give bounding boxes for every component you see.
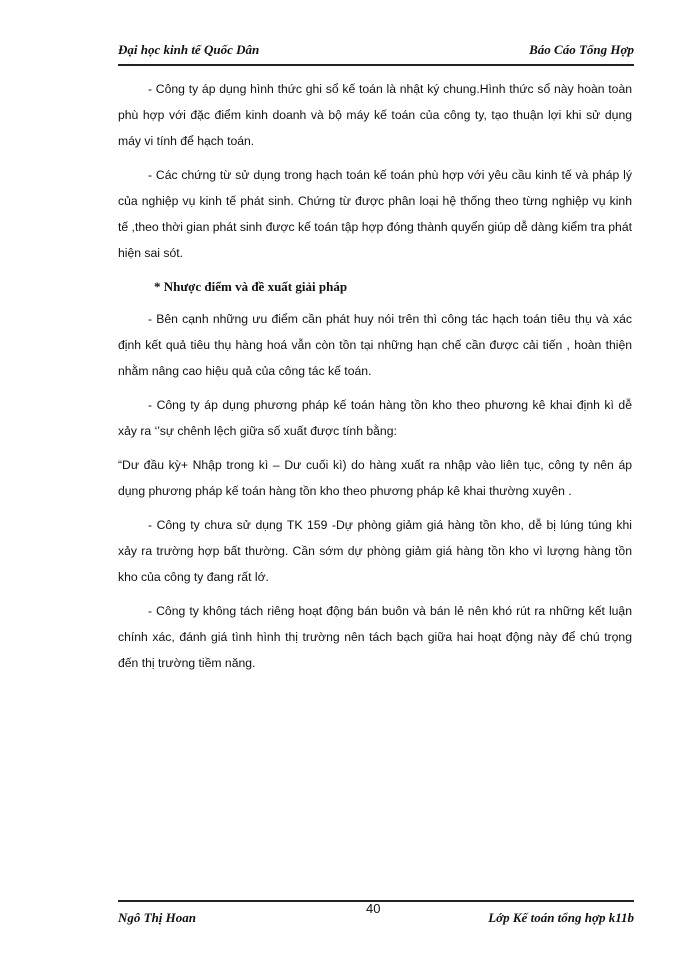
paragraph-wholesale-retail: - Công ty không tách riêng hoạt động bán buôn và bán lẻ nên khó rút ra những kết luận chính xác, đánh giá tình hình thị trường nên tách bạch giữa hai hoạt động này để chú trọng đến thị trường tiềm năng. — [118, 604, 632, 670]
paragraph-vouchers: - Các chứng từ sử dụng trong hạch toán kế toán phù hợp với yêu cầu kinh tế và pháp lý của nghiệp vụ kinh tế phát sinh. Chứng từ được phân loại hệ thống theo từng nghiệp vụ kinh tế ,theo thời gian phát sinh được kế toán tập hợp đóng thành quyển giúp dễ dàng kiểm tra phát hiện sai sót. — [118, 168, 632, 260]
paragraph-accounting-books: - Công ty áp dụng hình thức ghi sổ kế toán là nhật ký chung.Hình thức sổ này hoàn toàn phù hợp với đặc điểm kinh doanh và bộ máy kế toán của công ty, tạo thuận lợi khi sử dụng máy vi tính để hạch toán. — [118, 82, 632, 148]
paragraph-inventory-method: - Công ty áp dụng phương pháp kế toán hàng tồn kho theo phương kê khai định kì dễ xảy ra ‘’sự chênh lệch giữa số xuất được tính bằng: — [118, 398, 632, 438]
page-footer — [118, 900, 634, 932]
footer-class: Lớp Kế toán tổng hợp k11b — [488, 910, 634, 925]
paragraph-inventory-formula: “Dư đầu kỳ+ Nhập trong kì – Dư cuối kì) do hàng xuất ra nhập vào liên tục, công ty nên áp dụng phương pháp kế toán hàng tồn kho theo phương pháp kê khai thường xuyên . — [118, 458, 632, 498]
paragraph-provision: - Công ty chưa sử dụng TK 159 -Dự phòng giảm giá hàng tồn kho, dễ bị lúng túng khi xảy ra trường hợp bất thường. Cần sớm dự phòng giảm giá hàng tồn kho vì lượng hàng tồn kho của công ty đang rất lớ. — [118, 518, 632, 584]
header-report-title: Báo Cáo Tổng Hợp — [529, 42, 634, 57]
header-university: Đại học kinh tế Quốc Dân — [118, 42, 260, 57]
page-number: 40 — [366, 901, 381, 916]
page-header — [118, 38, 634, 66]
paragraph-limitations: - Bên cạnh những ưu điểm cần phát huy nói trên thì công tác hạch toán tiêu thụ và xác định kết quả tiêu thụ hàng hoá vẫn còn tồn tại những hạn chế cần được cải tiến , hoàn thiện nhằm nâng cao hiệu quả của công tác kế toán. — [118, 312, 632, 378]
footer-author: Ngô Thị Hoan — [118, 910, 197, 925]
section-heading-weaknesses: * Nhược điểm và đề xuất giải pháp — [154, 279, 348, 294]
document-body — [118, 76, 632, 684]
